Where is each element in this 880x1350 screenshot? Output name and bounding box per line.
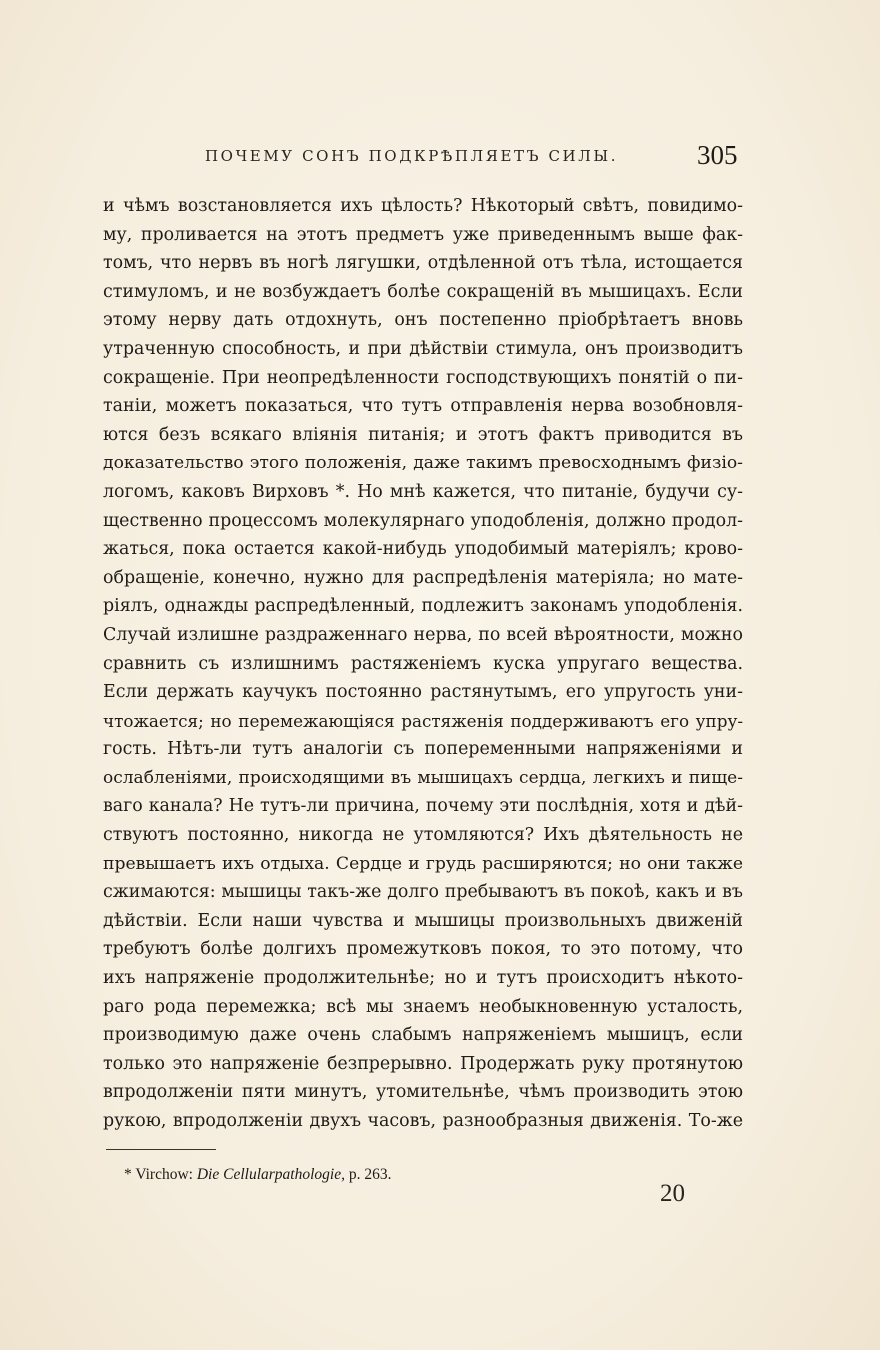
text-line: и чѣмъ возстановляется ихъ цѣлость? Нѣкоторый свѣтъ, повидимо- [103, 196, 743, 216]
footnote [124, 1166, 391, 1184]
footnote-title: Die Cellularpathologie, [196, 1166, 345, 1183]
text-line: логомъ, каковъ Вирховъ *. Но мнѣ кажется, что питаніе, будучи су- [103, 481, 743, 502]
text-line: чтожается; но перемежающіяся растяженія поддерживаютъ его упру- [103, 710, 743, 731]
text-line: ослабленіями, происходящими въ мышицахъ сердца, легкихъ и пище- [103, 767, 743, 788]
text-line: ваго канала? Не тутъ-ли причина, почему эти послѣднія, хотя и дѣй- [103, 796, 743, 817]
text-line: рукою, впродолженіи двухъ часовъ, разнообразныя движенія. То-же [103, 1111, 743, 1131]
text-line: превышаетъ ихъ отдыха. Сердце и грудь расширяются; но они также [103, 853, 743, 874]
text-line: дѣйствіи. Если наши чувства и мышицы произвольныхъ движеній [103, 910, 743, 931]
text-line: гость. Нѣтъ-ли тутъ аналогіи съ попеременными напряженіями и [103, 739, 743, 760]
text-line: сжимаются: мышицы такъ-же долго пребываютъ въ покоѣ, какъ и въ [103, 882, 743, 903]
text-line: требуютъ болѣе долгихъ промежутковъ покоя, то это потому, что [103, 939, 743, 960]
text-line: раго рода перемежка; всѣ мы знаемъ необыкновенную усталость, [103, 996, 743, 1017]
running-title: ПОЧЕМУ СОНЪ ПОДКРѢПЛЯЕТЪ СИЛЫ. [205, 147, 619, 165]
text-line: му, проливается на этотъ предметъ уже приведеннымъ выше фак- [103, 224, 743, 245]
text-line: только это напряженіе безпрерывно. Продержать руку протянутою [103, 1053, 743, 1074]
text-line: стимуломъ, и не возбуждаетъ болѣе сокращеній въ мышицахъ. Если [103, 281, 743, 302]
text-line: ріялъ, однажды распредѣленный, подлежитъ законамъ уподобленія. [103, 596, 743, 617]
footnote-author: Virchow: [135, 1166, 193, 1183]
signature-mark: 20 [660, 1180, 685, 1207]
text-line: впродолженіи пяти минутъ, утомительнѣе, чѣмъ производить этою [103, 1082, 743, 1103]
text-line: Если держать каучукъ постоянно растянутымъ, его упругость уни- [103, 682, 743, 703]
text-line: сравнить съ излишнимъ растяженіемъ куска упругаго вещества. [103, 653, 743, 674]
text-line: обращеніе, конечно, нужно для распредѣленія матеріяла; но мате- [103, 567, 743, 588]
footnote-reference: p. 263. [348, 1166, 392, 1183]
text-line: Случай излишне раздраженнаго нерва, по всей вѣроятности, можно [103, 624, 743, 645]
text-line: ихъ напряженіе продолжительнѣе; но и тутъ происходитъ нѣкото- [103, 968, 743, 989]
text-line: производимую даже очень слабымъ напряженіемъ мышицъ, если [103, 1025, 743, 1046]
text-line: томъ, что нервъ въ ногѣ лягушки, отдѣленной отъ тѣла, истощается [103, 253, 743, 274]
footnote-divider [106, 1149, 216, 1150]
text-line: щественно процессомъ молекулярнаго уподобленія, должно продол- [103, 510, 743, 531]
page-number: 305 [697, 140, 738, 170]
body-text [103, 192, 743, 1136]
text-line: сокращеніе. При неопредѣленности господствующихъ понятій о пи- [103, 367, 743, 388]
text-line: ются безъ всякаго вліянія питанія; и этотъ фактъ приводится въ [103, 424, 743, 445]
footnote-marker: * [124, 1166, 132, 1183]
text-line: таніи, можетъ показаться, что тутъ отправленія нерва возобновля- [103, 396, 743, 417]
text-line: доказательство этого положенія, даже такимъ превосходнымъ физіо- [103, 453, 743, 474]
text-line: ствуютъ постоянно, никогда не утомляются? Ихъ дѣятельность не [103, 825, 743, 846]
text-line: жаться, пока остается какой-нибудь уподобимый матеріялъ; крово- [103, 539, 743, 560]
text-line: этому нерву дать отдохнуть, онъ постепенно пріобрѣтаетъ вновь [103, 310, 743, 331]
text-line: утраченную способность, и при дѣйствіи стимула, онъ производитъ [103, 338, 743, 359]
